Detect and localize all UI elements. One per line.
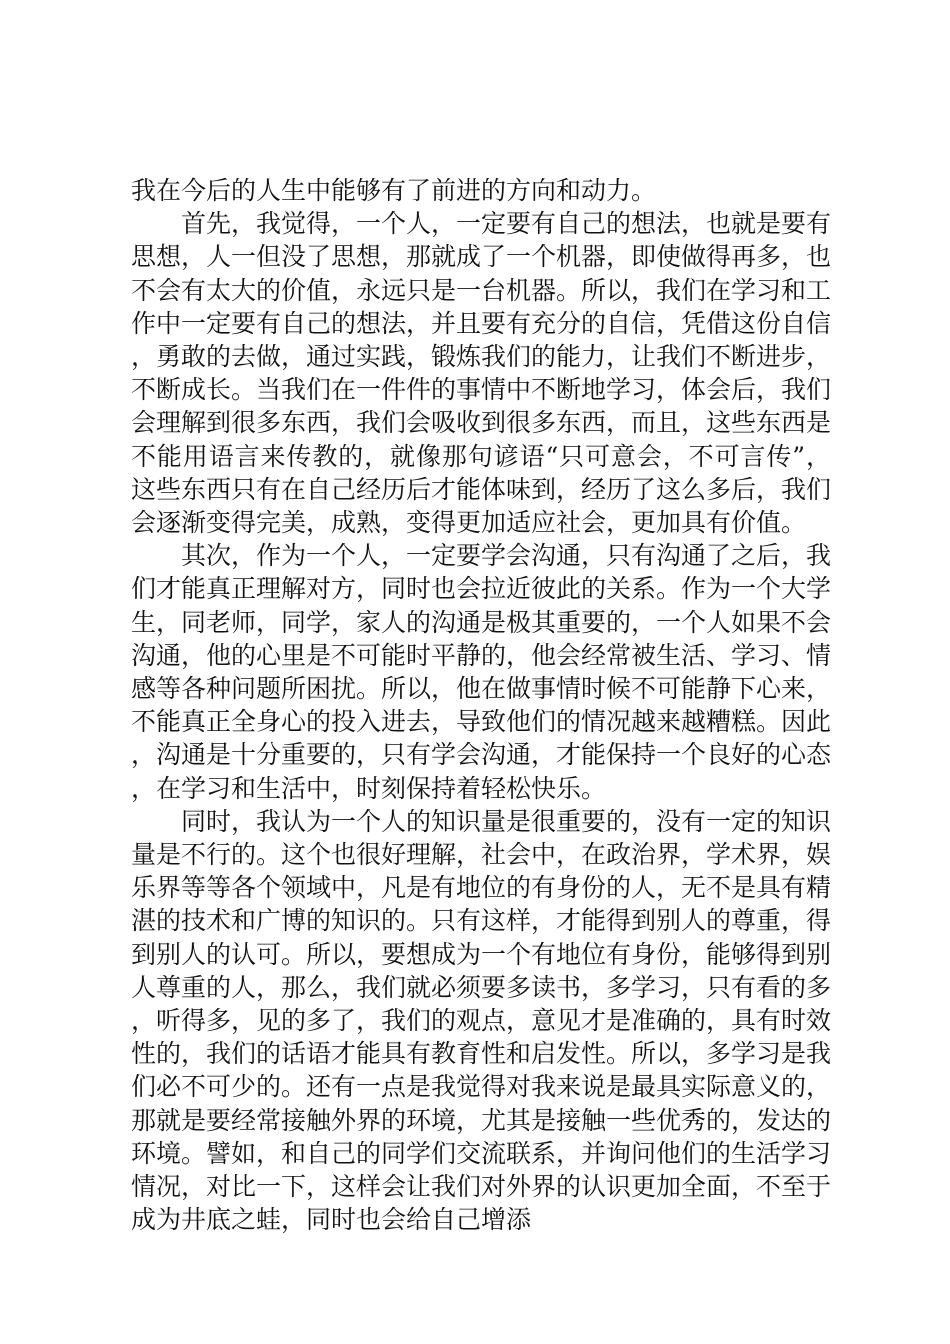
paragraph-thinking: 首先，我觉得，一个人，一定要有自己的想法，也就是要有思想，人一但没了思想，那就成了一个机器，即使做得再多，也不会有太大的价值，永远只是一台机器。所以，我们在学习和工作中一定要有自己的想法，并且要有充分的自信，凭借这份自信，勇敢的去做，通过实践，锻炼我们的能力，让我们不断进步，不断成长。当我们在一件件的事情中不断地学习，体会后，我们会理解到很多东西，我们会吸收到很多东西，而且，这些东西是不能用语言来传教的，就像那句谚语“只可意会，不可言传”，这些东西只有在自己经历后才能体味到，经历了这么多后，我们会逐渐变得完美，成熟，变得更加适应社会，更加具有价值。 — [131, 209, 832, 538]
paragraph-communication: 其次，作为一个人，一定要学会沟通，只有沟通了之后，我们才能真正理解对方，同时也会拉近彼此的关系。作为一个大学生，同老师，同学，家人的沟通是极其重要的，一个人如果不会沟通，他的心里是不可能时平静的，他会经常被生活、学习、情感等各种问题所困扰。所以，他在做事情时候不可能静下心来，不能真正全身心的投入进去，导致他们的情况越来越糟糕。因此，沟通是十分重要的，只有学会沟通，才能保持一个良好的心态，在学习和生活中，时刻保持着轻松快乐。 — [131, 541, 832, 803]
paragraph-knowledge: 同时，我认为一个人的知识量是很重要的，没有一定的知识量是不行的。这个也很好理解，社会中，在政治界，学术界，娱乐界等等各个领域中，凡是有地位的有身份的人，无不是具有精湛的技术和广博的知识的。只有这样，才能得到别人的尊重，得到别人的认可。所以，要想成为一个有地位有身份，能够得到别人尊重的人，那么，我们就必须要多读书，多学习，只有看的多，听得多，见的多了，我们的观点，意见才是准确的，具有时效性的，我们的话语才能具有教育性和启发性。所以，多学习是我们必不可少的。还有一点是我觉得对我来说是最具实际意义的，那就是要经常接触外界的环境，尤其是接触一些优秀的，发达的环境。譬如，和自己的同学们交流联系，并询问他们的生活学习情况，对比一下，这样会让我们对外界的认识更加全面，不至于成为井底之蛙，同时也会给自己增添 — [131, 806, 832, 1235]
paragraph-continuation: 我在今后的人生中能够有了前进的方向和动力。 — [131, 176, 657, 205]
document-body — [131, 174, 831, 1237]
